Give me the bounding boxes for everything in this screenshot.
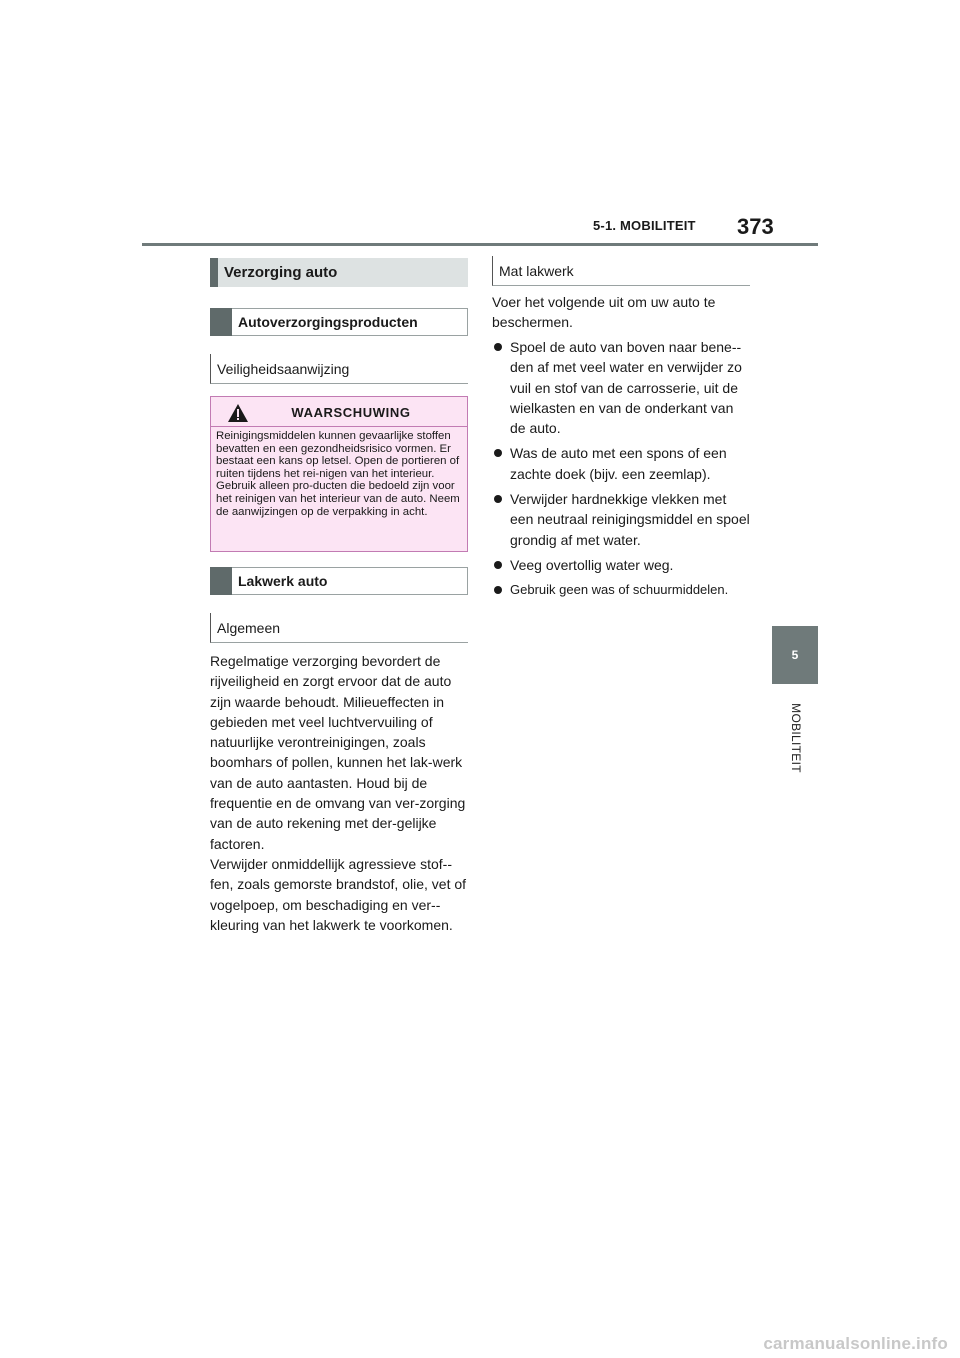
paragraph-regular-care: Regelmatige verzorging bevordert de rijveiligheid en zorgt ervoor dat de auto zijn waarde behoudt. Milieueffecten in gebieden met veel luchtvervuiling of natuurlijke verontreinigingen, zoals boomhars of pollen, kunnen het lak-werk van de auto aantasten. Houd bij de frequentie en de omvang van ver-zorging van de auto rekening met der-gelijke factoren. [210,653,466,852]
warning-header [211,405,467,420]
chapter-label: MOBILITEIT [789,703,803,773]
paragraph-remove-substances: Verwijder onmiddellijk agressieve stof-fen, zoals gemorste brandstof, olie, vet of vogelpoep, om beschadiging en ver-kleuring van het lakwerk te voorkomen. [210,856,467,933]
chapter-tab[interactable]: 5 [772,626,818,684]
subheading-marker [210,567,232,595]
topic-general: Algemeen [210,613,468,643]
list-item: Verwijder hardnekkige vlekken met een neutraal reinigingsmiddel en spoel grondig af met water. [492,489,750,550]
section-title: 5-1. MOBILITEIT [593,218,696,233]
page-number: 373 [737,214,774,239]
paragraph-intro: Voer het volgende uit om uw auto te beschermen. [492,294,716,331]
warning-text: Reinigingsmiddelen kunnen gevaarlijke stoffen bevatten en een gezondheidsrisico vormen. Er bestaat een kans op letsel. Open de portieren of ruiten tijdens het rei-nigen van het interieur. Gebruik alleen pro-ducten die bedoeld zijn voor het reinigen van het interieur van de auto. Neem de aanwijzingen op de verpakking in acht. [216,430,460,518]
topic-matte-paint: Mat lakwerk [492,256,750,286]
list-item: Gebruik geen was of schuurmiddelen. [492,580,750,600]
list-item: Was de auto met een spons of een zachte doek (bijv. een zeemlap). [492,443,750,484]
subheading-text: Autoverzorgingsproducten [238,314,418,330]
warning-divider [211,426,467,427]
list-item: Spoel de auto van boven naar bene-den af met veel water en verwijder zo vuil en stof van de carrosserie, uit de wielkasten en van de onderkant van de auto. [492,337,750,438]
list-item: Veeg overtollig water weg. [492,555,750,575]
subheading-car-care-products [210,308,468,336]
subheading-paintwork [210,567,468,595]
subheading-text: Lakwerk auto [238,573,328,589]
watermark: carmanualsonline.info [763,1334,948,1353]
subheading-marker [210,308,232,336]
warning-triangle-icon [227,403,249,423]
bullet-list [492,337,750,606]
main-heading: Verzorging auto [210,258,468,287]
header-divider [142,243,818,246]
topic-safety-note: Veiligheidsaanwijzing [210,354,468,384]
warning-box [210,396,468,552]
warning-title: WAARSCHUWING [291,405,411,420]
